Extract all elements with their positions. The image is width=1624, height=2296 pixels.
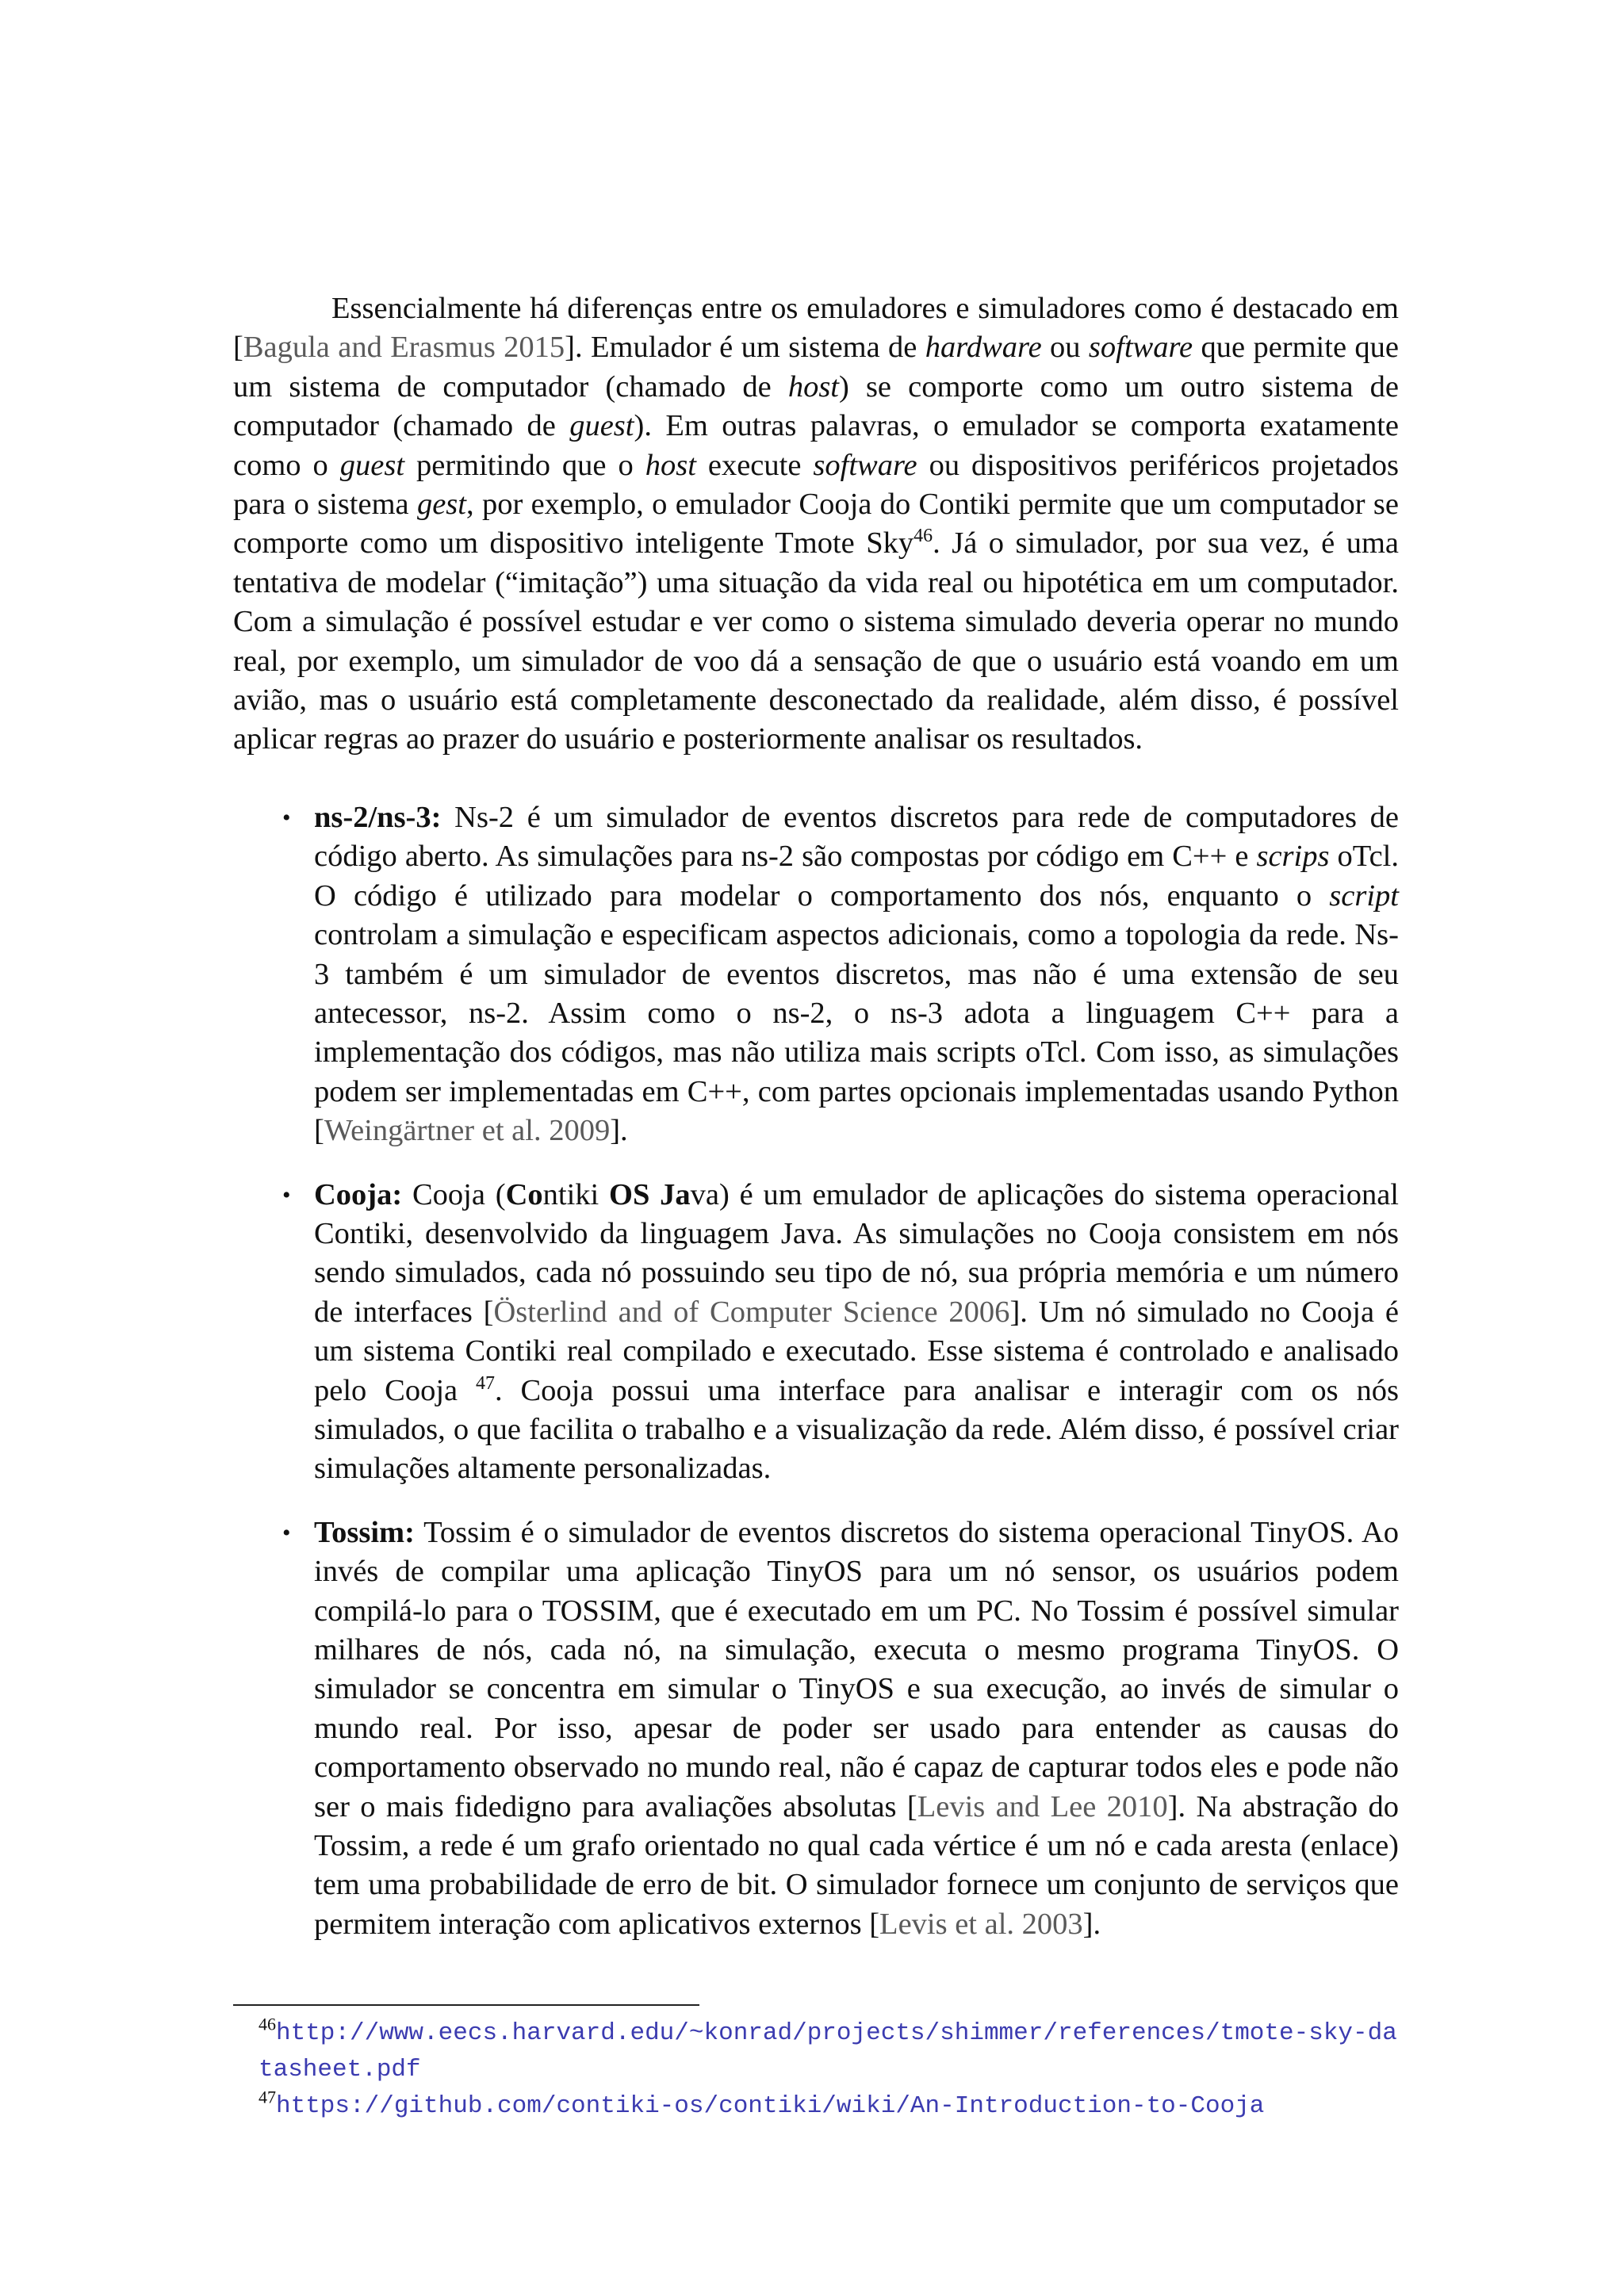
term-tossim: Tossim: <box>314 1515 415 1549</box>
emphasis: host <box>787 369 839 404</box>
citation-weingartner[interactable]: Weingärtner et al. 2009 <box>324 1114 611 1148</box>
term-ns: ns-2/ns-3: <box>314 800 442 834</box>
footnote-number: 46 <box>259 2014 276 2034</box>
emphasis: gest <box>416 488 466 522</box>
bullet-icon: • <box>282 1519 291 1546</box>
text-run: ntiki <box>542 1177 610 1211</box>
footnote-link-tmote[interactable]: http://www.eecs.harvard.edu/~konrad/projects/shimmer/references/tmote-sky-datasheet.pdf <box>259 2019 1397 2084</box>
text-run: . Cooja possui uma interface para analisar e interagir com os nós simulados, o que facilita o trabalho e a visualização da rede. Além disso, é possível criar simulações altamente personalizadas. <box>314 1373 1399 1486</box>
emphasis: scrips <box>1256 840 1330 874</box>
text-run: que permite que um sistema de computador (chamado de <box>233 331 1400 404</box>
bullet-icon: • <box>282 1181 291 1208</box>
emphasis: software <box>813 448 917 482</box>
list-item-ns <box>233 798 1399 1151</box>
citation-levis-lee[interactable]: Levis and Lee 2010 <box>917 1789 1168 1823</box>
footnote-ref-47[interactable]: 47 <box>476 1372 495 1394</box>
text-run: ]. Na abstração do Tossim, a rede é um grafo orientado no qual cada vértice é um nó e cada aresta (enlace) tem uma probabilidade de erro de bit. O simulador fornece um conjunto de serviços que permitem interação com aplicativos externos [ <box>314 1789 1399 1941</box>
text-run: ) se comporte como um outro sistema de computador (chamado de <box>233 369 1399 443</box>
text-run: execute <box>695 448 814 482</box>
text-run <box>649 1178 660 1211</box>
text-run: va <box>690 1177 720 1211</box>
text-run: Essencialmente há diferenças entre os emuladores e simuladores como é destacado em [ <box>233 292 1399 365</box>
text-run: permitindo que o <box>404 448 645 482</box>
text-run: Ns-2 é um simulador de eventos discretos para rede de computadores de código aberto. As simulações para ns-2 são compostas por código em C++ e <box>314 800 1399 874</box>
bold-run: Co <box>505 1177 543 1211</box>
text-run: ou <box>1041 331 1089 365</box>
simulator-list <box>233 798 1399 1944</box>
text-run: ]. <box>610 1114 628 1148</box>
bold-run: Ja <box>660 1177 691 1211</box>
bold-run: OS <box>609 1177 650 1211</box>
text-run: ]. Emulador é um sistema de <box>565 331 925 365</box>
emphasis: guest <box>339 448 405 482</box>
term-cooja: Cooja: <box>314 1177 403 1211</box>
footnote-link-cooja[interactable]: https://github.com/contiki-os/contiki/wiki/An-Introduction-to-Cooja <box>276 2092 1265 2120</box>
text-run: ou dispositivos periféricos projetados para o sistema <box>233 448 1399 522</box>
text-run: controlam a simulação e especificam aspectos adicionais, como a topologia da rede. Ns-3 também é um simulador de eventos discretos, mas não é uma extensão de seu antecessor, ns-2. Assim como o ns-2, o ns-3 adota a linguagem C++ para a implementação dos códigos, mas não utiliza mais scripts oTcl. Com isso, as simulações podem ser implementadas em C++, com partes opcionais implementadas usando Python [ <box>314 918 1399 1148</box>
text-run: Cooja ( <box>402 1177 506 1211</box>
footnote-47 <box>233 2087 1407 2123</box>
footnote-number: 47 <box>259 2087 276 2107</box>
text-run: . Já o simulador, por sua vez, é uma tentativa de modelar (“imitação”) uma situação da vida real ou hipotética em um computador. Com a simulação é possível estudar e ver como o sistema simulado deveria operar no mundo real, por exemplo, um simulador de voo dá a sensação de que o usuário está voando em um avião, mas o usuário está completamente desconectado da realidade, além disso, é possível aplicar regras ao prazer do usuário e posteriormente analisar os resultados. <box>233 526 1399 756</box>
citation-osterlind[interactable]: Österlind and of Computer Science 2006 <box>493 1295 1010 1329</box>
list-item-tossim <box>233 1513 1399 1944</box>
text-run: Tossim é o simulador de eventos discretos do sistema operacional TinyOS. Ao invés de compilar uma aplicação TinyOS para um nó sensor, os usuários podem compilá-lo para o TOSSIM, que é executado em um PC. No Tossim é possível simular milhares de nós, cada nó, na simulação, executa o mesmo programa TinyOS. O simulador se concentra em simular o TinyOS e sua execução, ao invés de simular o mundo real. Por isso, apesar de poder ser usado para entender as causas do comportamento observado no mundo real, não é capaz de capturar todos eles e pode não ser o mais fidedigno para avaliações absolutas [ <box>314 1515 1399 1823</box>
footnote-ref-46[interactable]: 46 <box>914 526 933 547</box>
main-text <box>233 289 1399 1969</box>
footnote-46 <box>233 2014 1407 2087</box>
text-run: , por exemplo, o emulador Cooja do Contiki permite que um computador se comporte como um dispositivo inteligente Tmote Sky <box>233 488 1399 561</box>
list-item-cooja <box>233 1176 1399 1489</box>
text-run: ]. Um nó simulado no Cooja é um sistema Contiki real compilado e executado. Esse sistema é controlado e analisado pelo Cooja <box>314 1295 1399 1407</box>
footnotes <box>233 2014 1407 2123</box>
text-run: ]. <box>1082 1907 1101 1941</box>
footnote-rule <box>233 2004 699 2006</box>
text-run: ) é um emulador de aplicações do sistema operacional Contiki, desenvolvido da linguagem Java. As simulações no Cooja consistem em nós sendo simulados, cada nó possuindo seu tipo de nó, sua própria memória e um número de interfaces [ <box>314 1177 1400 1329</box>
emphasis: hardware <box>925 331 1042 365</box>
text-run: ). Em outras palavras, o emulador se comporta exatamente como o <box>233 409 1399 482</box>
bullet-icon: • <box>282 804 291 831</box>
intro-paragraph <box>233 289 1399 760</box>
emphasis: guest <box>569 409 634 443</box>
text-run: oTcl. O código é utilizado para modelar o comportamento dos nós, enquanto o <box>314 840 1399 913</box>
emphasis: software <box>1088 331 1193 365</box>
emphasis: host <box>645 448 696 482</box>
citation-bagula[interactable]: Bagula and Erasmus 2015 <box>243 331 565 365</box>
citation-levis-2003[interactable]: Levis et al. 2003 <box>879 1907 1083 1941</box>
emphasis: script <box>1329 878 1399 913</box>
